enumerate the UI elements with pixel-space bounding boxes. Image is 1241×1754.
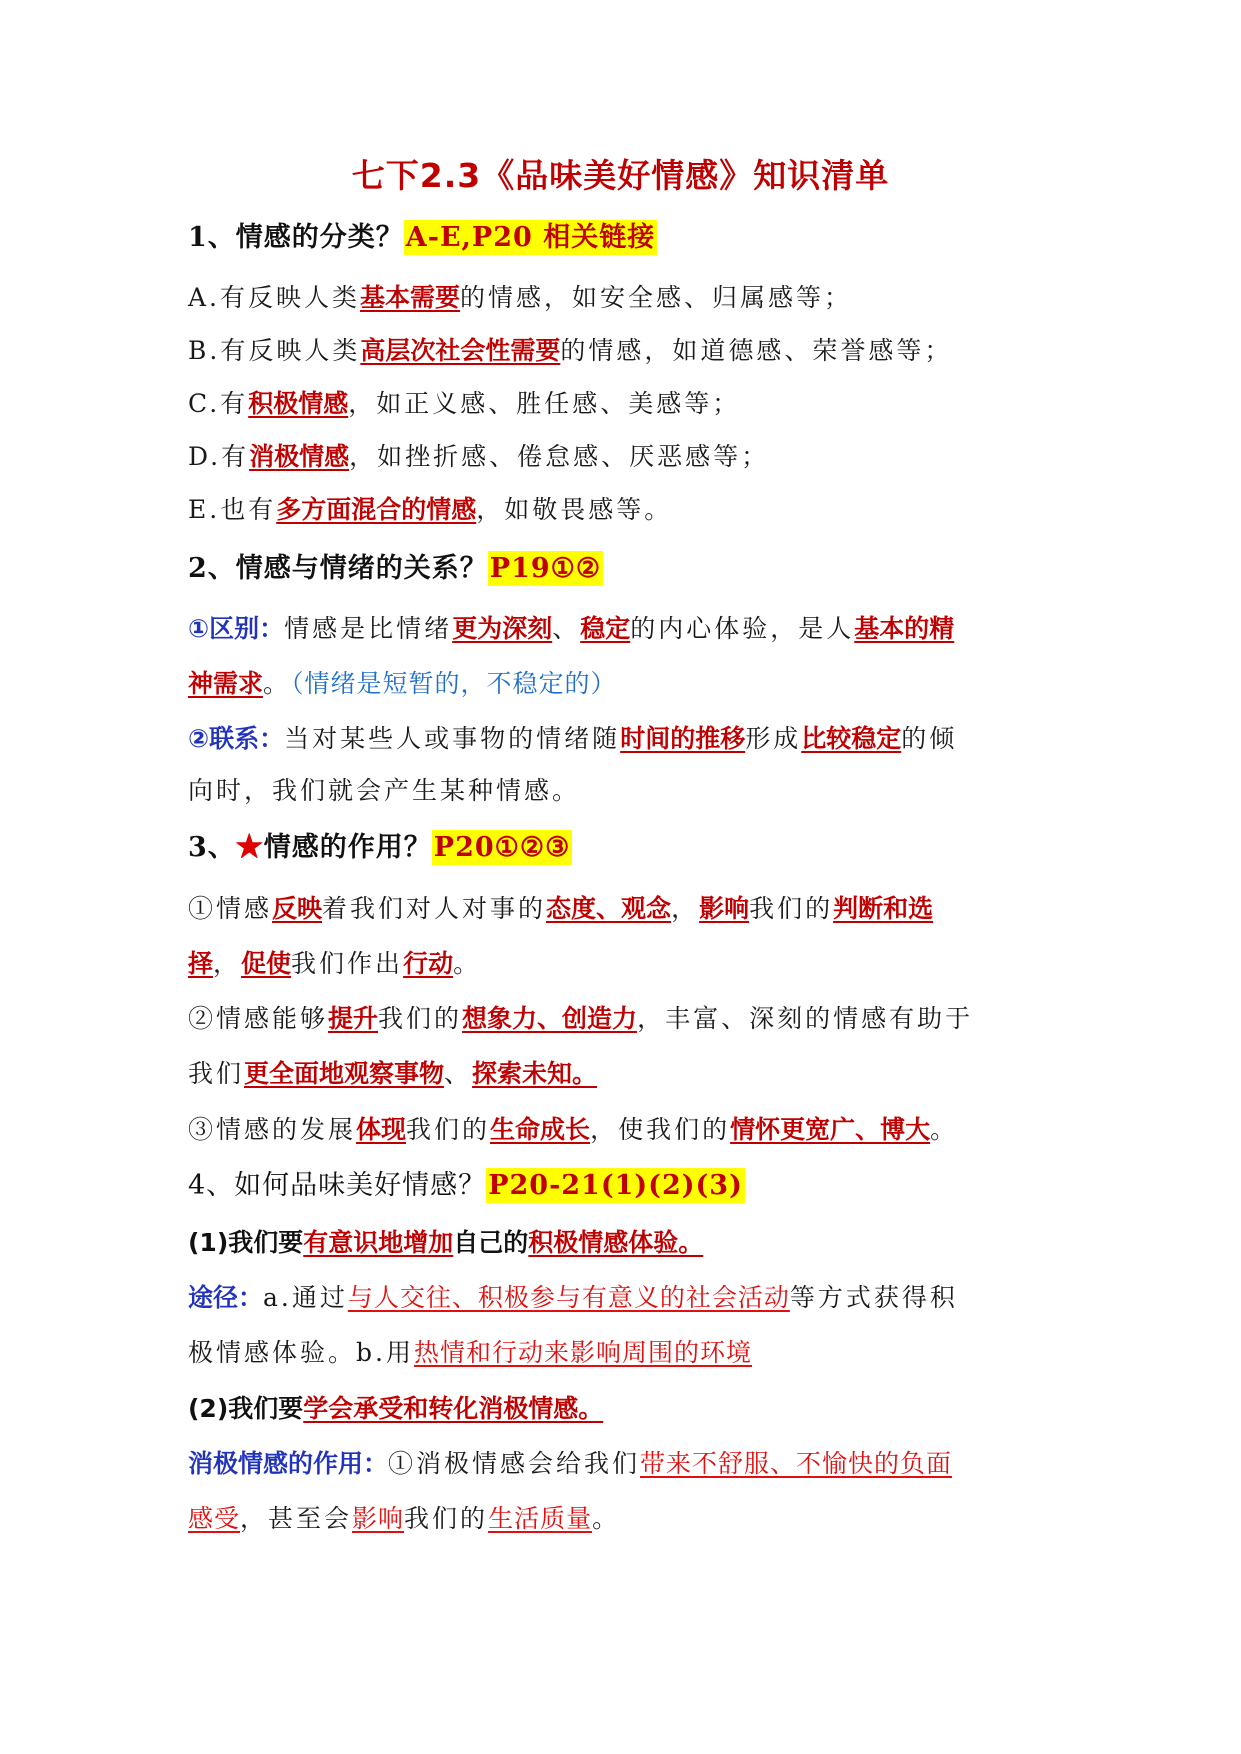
keyword: 带来不舒服、不愉快的负面 (640, 1449, 953, 1478)
negative-label: 消极情感的作用： (188, 1449, 389, 1478)
s1-line-d (188, 437, 1058, 477)
keyword: 高层次社会性需要 (360, 336, 561, 365)
keyword: 行动 (403, 949, 454, 978)
text: ①情感 (188, 894, 273, 923)
text: 、 (444, 1059, 473, 1088)
keyword: 比较稳定 (801, 724, 902, 753)
keyword: 稳定 (580, 614, 631, 643)
s4-way-line-1 (188, 1278, 1058, 1318)
keyword: 情怀更宽广、博大 (730, 1115, 931, 1144)
s4-negative-line-1 (188, 1444, 1058, 1484)
text: 。 (592, 1504, 621, 1533)
s4-negative-line-2 (188, 1499, 1058, 1539)
text: 。 (453, 949, 482, 978)
s2-link-line-2 (188, 771, 1058, 811)
section-2-ref: P19①② (489, 553, 602, 584)
keyword: 体现 (356, 1115, 407, 1144)
s4-method-2 (188, 1389, 1058, 1429)
text: 我们的 (378, 1004, 463, 1033)
keyword: 多方面混合的情感 (276, 495, 477, 524)
s1-line-b (188, 331, 1058, 371)
text: 我们作出 (291, 949, 404, 978)
section-4-heading (188, 1166, 1058, 1206)
s2-link-line-1 (188, 719, 1058, 759)
s1-line-a (188, 278, 1058, 318)
star-icon: ★ (235, 832, 264, 863)
keyword: 神需求 (188, 669, 264, 698)
s2-diff-line-2 (188, 664, 1058, 704)
text: 等方式获得积 (789, 1283, 958, 1312)
keyword: 更为深刻 (452, 614, 553, 643)
s3-p1-line-1 (188, 889, 1058, 929)
s2-diff-line-1 (188, 609, 1058, 649)
text: ②情感能够 (188, 1004, 329, 1033)
text: ，如敬畏感等。 (476, 495, 673, 524)
text: ③情感的发展 (188, 1115, 357, 1144)
s3-p3-line (188, 1110, 1058, 1150)
keyword: 学会承受和转化消极情感。 (303, 1394, 604, 1423)
text: 的倾 (901, 724, 958, 753)
s1-line-e (188, 490, 1058, 530)
text: 自己的 (453, 1228, 529, 1257)
s4-method-1 (188, 1223, 1058, 1263)
keyword: 择 (188, 949, 214, 978)
keyword: 消极情感 (249, 442, 350, 471)
section-4-question: 4、如何品味美好情感？ (188, 1170, 487, 1201)
section-1-ref: A-E,P20 相关链接 (405, 222, 656, 253)
text: A.有反映人类 (188, 283, 361, 312)
text: 我们 (188, 1059, 245, 1088)
text: (2)我们要 (188, 1394, 304, 1423)
s3-p2-line-1 (188, 999, 1058, 1039)
text: D.有 (188, 442, 250, 471)
keyword: 影响 (352, 1504, 405, 1533)
keyword: 时间的推移 (620, 724, 746, 753)
keyword: 热情和行动来影响周围的环境 (413, 1338, 752, 1367)
keyword: 态度、观念 (546, 894, 672, 923)
text: 。 (930, 1115, 959, 1144)
text: ，丰富、深刻的情感有助于 (637, 1004, 974, 1033)
text: ，使我们的 (590, 1115, 731, 1144)
section-4-ref: P20-21(1)(2)(3) (488, 1170, 743, 1201)
text: a.通过 (263, 1283, 348, 1312)
page-title: 七下2.3《品味美好情感》知识清单 (351, 156, 890, 195)
section-3-heading (188, 828, 1058, 868)
text: 我们的 (404, 1504, 489, 1533)
section-1-heading (188, 218, 1058, 258)
keyword: 生命成长 (490, 1115, 591, 1144)
text: 形成 (745, 724, 802, 753)
text: (1)我们要 (188, 1228, 304, 1257)
keyword: 探索未知。 (472, 1059, 598, 1088)
text: 我们的 (749, 894, 834, 923)
keyword: 与人交往、积极参与有意义的社会活动 (347, 1283, 790, 1312)
keyword: 积极情感体验。 (528, 1228, 704, 1257)
text: 的内心体验，是人 (630, 614, 855, 643)
s1-line-c (188, 384, 1058, 424)
text: 。 (263, 669, 292, 698)
text: ，甚至会 (240, 1504, 353, 1533)
section-3-number: 3、 (188, 832, 236, 863)
note: （情绪是短暂的，不稳定的） (291, 669, 617, 698)
link-label: ②联系： (188, 724, 285, 753)
text: 、 (552, 614, 581, 643)
section-3-ref: P20①②③ (433, 832, 571, 863)
section-2-heading (188, 549, 1058, 589)
diff-label: ①区别： (188, 614, 285, 643)
keyword: 积极情感 (248, 389, 349, 418)
keyword: 更全面地观察事物 (244, 1059, 445, 1088)
text: 当对某些人或事物的情绪随 (284, 724, 621, 753)
text: ， (213, 949, 242, 978)
keyword: 感受 (188, 1504, 241, 1533)
section-1-question: 1、情感的分类？ (188, 222, 404, 253)
section-2-question: 2、情感与情绪的关系？ (188, 553, 488, 584)
keyword: 有意识地增加 (303, 1228, 454, 1257)
keyword: 提升 (328, 1004, 379, 1033)
way-label: 途径： (188, 1283, 264, 1312)
keyword: 想象力、创造力 (462, 1004, 638, 1033)
keyword: 生活质量 (488, 1504, 593, 1533)
s4-way-line-2 (188, 1333, 1058, 1373)
text: B.有反映人类 (188, 336, 361, 365)
text: 着我们对人对事的 (322, 894, 547, 923)
keyword: 基本的精 (854, 614, 955, 643)
section-3-question: 情感的作用？ (263, 832, 432, 863)
keyword: 基本需要 (360, 283, 461, 312)
text: 极情感体验。b.用 (188, 1338, 414, 1367)
text: E.也有 (188, 495, 277, 524)
keyword: 反映 (272, 894, 323, 923)
keyword: 判断和选 (833, 894, 934, 923)
text: 向时，我们就会产生某种情感。 (188, 776, 581, 805)
keyword: 促使 (241, 949, 292, 978)
text: 的情感，如道德感、荣誉感等； (560, 336, 953, 365)
keyword: 影响 (699, 894, 750, 923)
text: ，如正义感、胜任感、美感等； (348, 389, 741, 418)
text: ， (671, 894, 700, 923)
s3-p1-line-2 (188, 944, 1058, 984)
text: ①消极情感会给我们 (388, 1449, 641, 1478)
text: ，如挫折感、倦怠感、厌恶感等； (349, 442, 770, 471)
text: 我们的 (406, 1115, 491, 1144)
text: 的情感，如安全感、归属感等； (460, 283, 853, 312)
s3-p2-line-2 (188, 1054, 1058, 1094)
text: 情感是比情绪 (284, 614, 453, 643)
text: C.有 (188, 389, 249, 418)
